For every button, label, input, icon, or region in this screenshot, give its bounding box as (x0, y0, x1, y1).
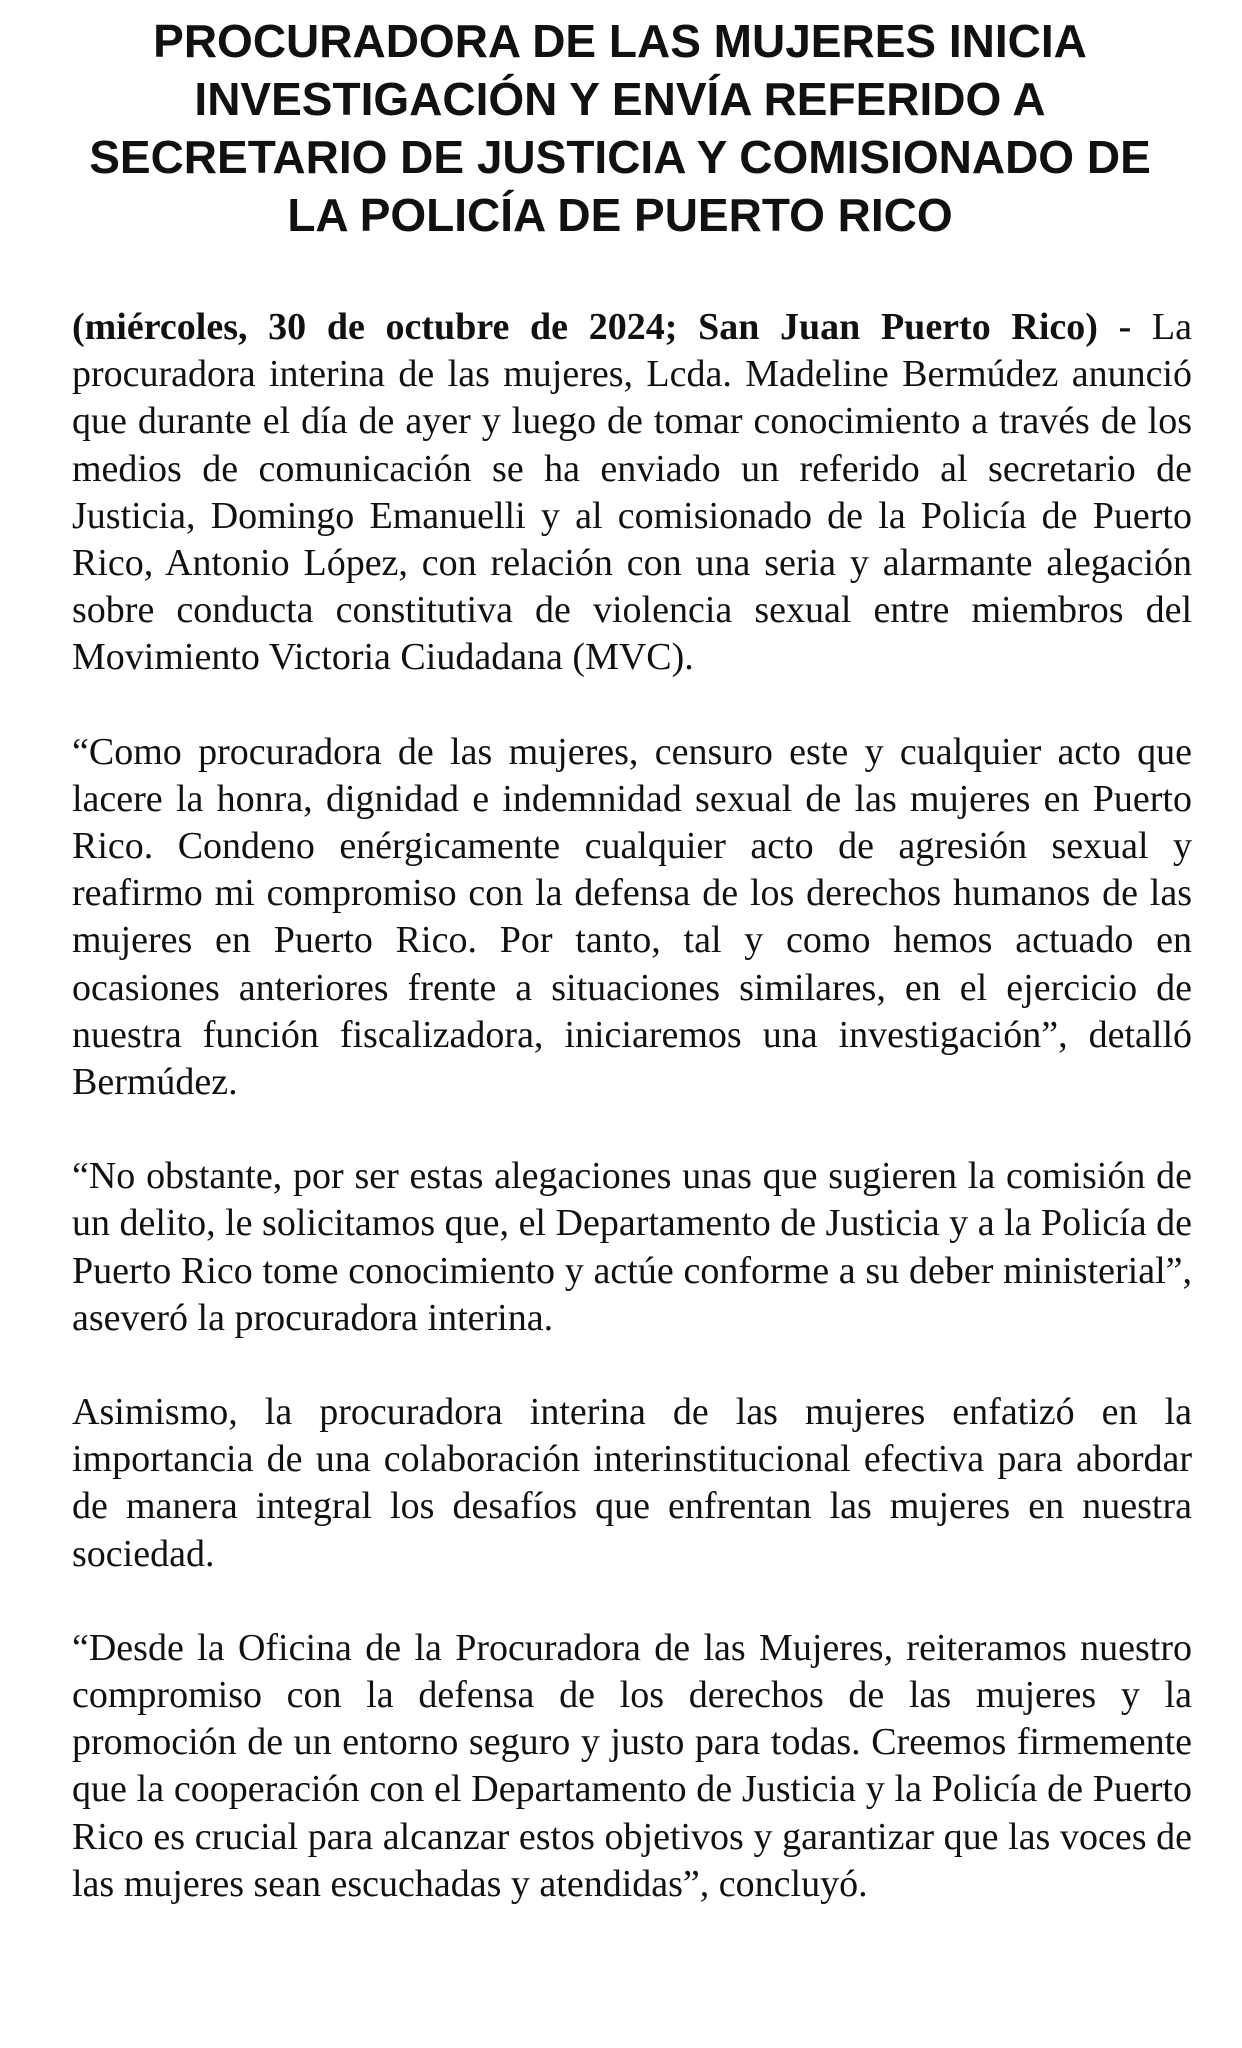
dateline: (miércoles, 30 de octubre de 2024; San Juan Puerto Rico) - (72, 306, 1132, 348)
paragraph-quote-2: “No obstante, por ser estas alegaciones unas que sugieren la comisión de un delito, le solicitamos que, el Departamento de Justicia y a la Policía de Puerto Rico tome conocimiento y actúe conforme a su deber ministerial”, aseveró la procuradora interina. (72, 1155, 1192, 1339)
lead-paragraph-text: La procuradora interina de las mujeres, Lcda. Madeline Bermúdez anunció que durante el día de ayer y luego de tomar conocimiento a través de los medios de comunicación se ha enviado un referido al secretario de Justicia, Domingo Emanuelli y al comisionado de la Policía de Puerto Rico, Antonio López, con relación con una seria y alarmante alegación sobre conducta constitutiva de violencia sexual entre miembros del Movimiento Victoria Ciudadana (MVC). (72, 306, 1193, 679)
paragraph-quote-1: “Como procuradora de las mujeres, censuro este y cualquier acto que lacere la honra, dignidad e indemnidad sexual de las mujeres en Puerto Rico. Condeno enérgicamente cualquier acto de agresión sexual y reafirmo mi compromiso con la defensa de los derechos humanos de las mujeres en Puerto Rico. Por tanto, tal y como hemos actuado en ocasiones anteriores frente a situaciones similares, en el ejercicio de nuestra función fiscalizadora, iniciaremos una investigación”, detalló Bermúdez. (72, 730, 1192, 1104)
press-release-body (72, 304, 1192, 1955)
paragraph-lead (72, 304, 1192, 682)
press-release-headline: PROCURADORA DE LAS MUJERES INICIA INVESTIGACIÓN Y ENVÍA REFERIDO A SECRETARIO DE JUSTICIA Y COMISIONADO DE LA POLICÍA DE PUERTO RICO (89, 15, 1151, 241)
paragraph-closing-quote: “Desde la Oficina de la Procuradora de las Mujeres, reiteramos nuestro compromiso con la defensa de los derechos de las mujeres y la promoción de un entorno seguro y justo para todas. Creemos firmemente que la cooperación con el Departamento de Justicia y la Policía de Puerto Rico es crucial para alcanzar estos objetivos y garantizar que las voces de las mujeres sean escuchadas y atendidas”, concluyó. (72, 1626, 1192, 1905)
paragraph-collaboration: Asimismo, la procuradora interina de las mujeres enfatizó en la importancia de una colaboración interinstitucional efectiva para abordar de manera integral los desafíos que enfrentan las mujeres en nuestra sociedad. (72, 1391, 1192, 1575)
